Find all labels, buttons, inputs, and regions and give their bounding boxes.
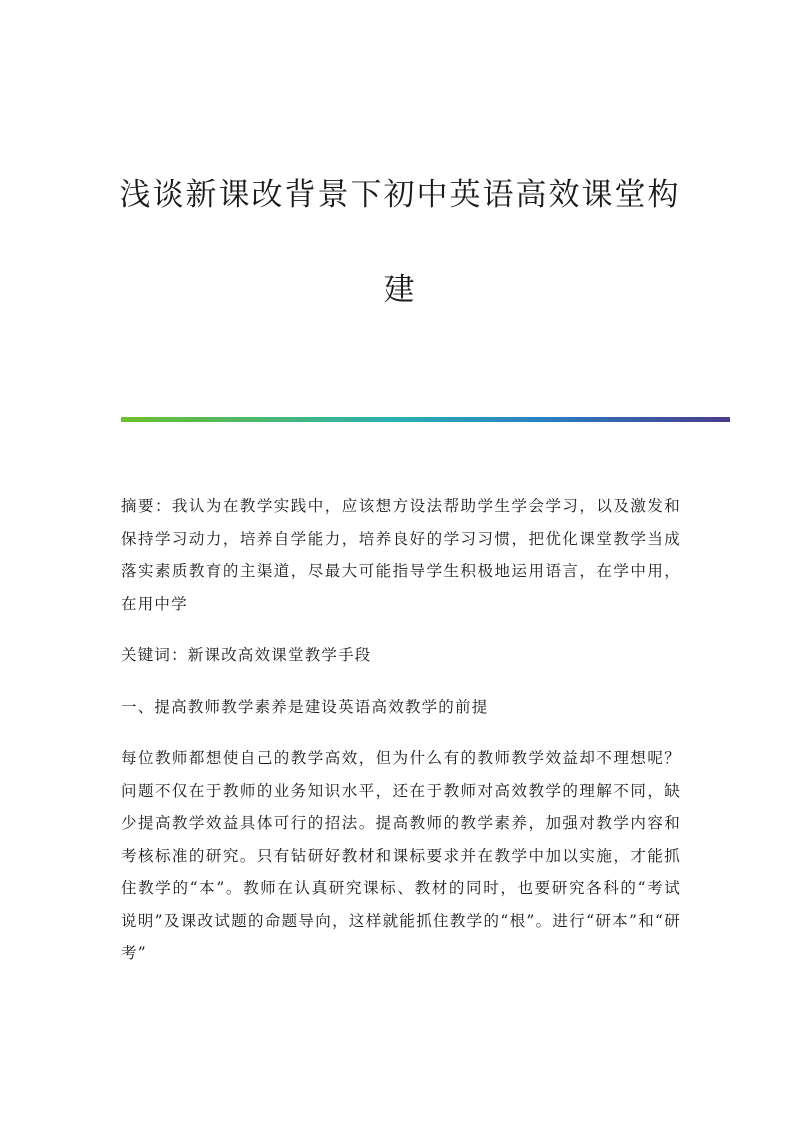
gradient-divider	[121, 417, 730, 422]
keywords-line: 关键词：新课改高效课堂教学手段	[121, 646, 372, 664]
section-1-heading: 一、提高教师教学素养是建设英语高效教学的前提	[121, 697, 489, 716]
section-1-paragraph: 每位教师都想使自己的教学高效，但为什么有的教师教学效益却不理想呢？问题不仅在于教师的业务知识水平，还在于教师对高效教学的理解不同，缺少提高教学效益具体可行的招法。提高教师的教学素养，加强对教学内容和考核标准的研究。只有钻研好教材和课标要求并在教学中加以实施，才能抓住教学的“本”。教师在认真研究课标、教材的同时，也要研究各科的“考试说明”及课改试题的命题导向，这样就能抓住教学的“根”。进行“研本”和“研考”	[121, 749, 681, 962]
title-block	[110, 177, 690, 308]
document-body	[121, 490, 681, 989]
page-title-line-2: 建	[383, 272, 417, 308]
page-title-line-1: 浅谈新课改背景下初中英语高效课堂构	[119, 177, 681, 213]
abstract-paragraph: 摘要：我认为在教学实践中，应该想方设法帮助学生学会学习，以及激发和保持学习动力，培养自学能力，培养良好的学习习惯，把优化课堂教学当成落实素质教育的主渠道，尽最大可能指导学生积极地运用语言，在学中用，在用中学	[121, 497, 681, 613]
